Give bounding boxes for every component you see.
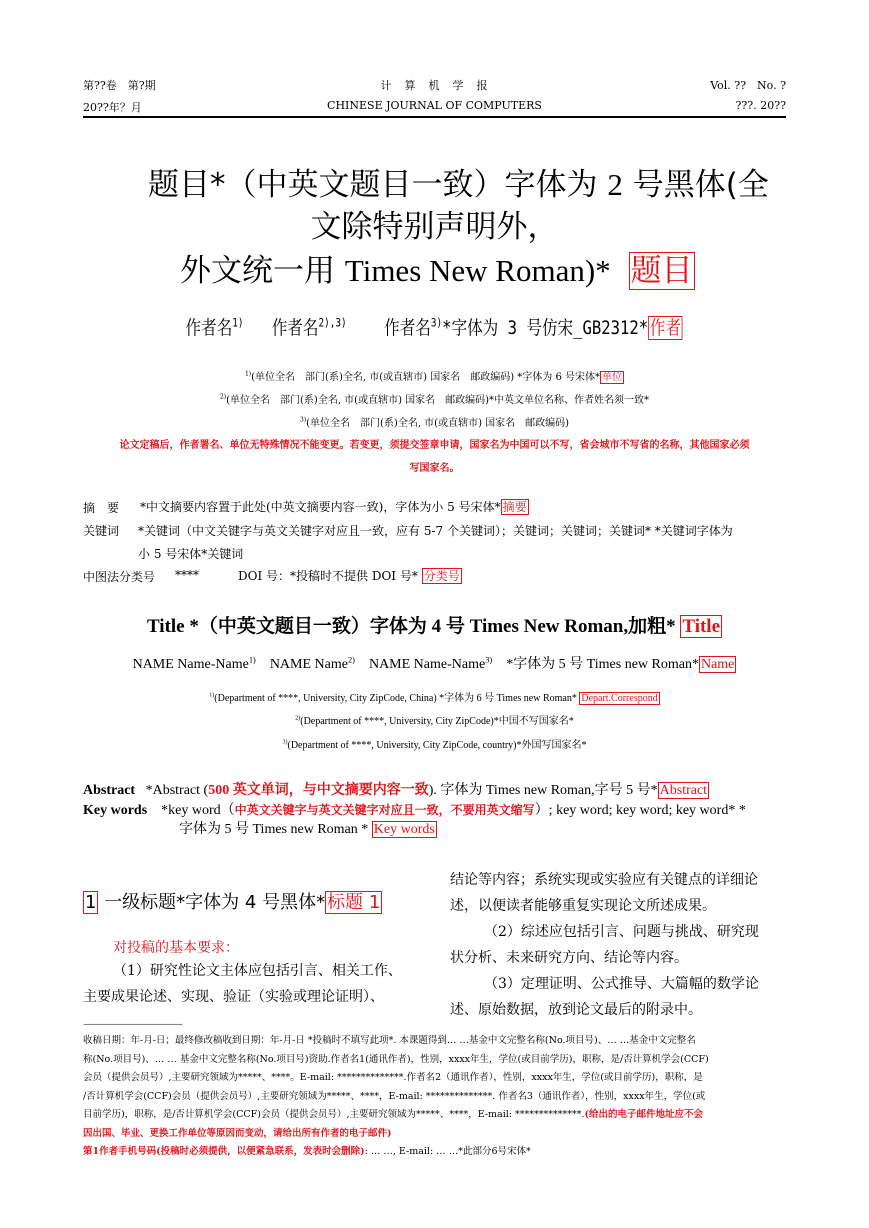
abstract-en: Abstract *Abstract (500 英文单词，与中文摘要内容一致). 字体为 Times new Roman,字号 5 号* Abstract [83, 783, 708, 798]
keywords-cn-text-2: 小 5 号宋体*关键词 [138, 547, 244, 561]
abstract-en-tag: Abstract [659, 783, 708, 798]
aff-en-1: $^{1)}$(Department of ****, University, City ZipCode, China) *字体为 6 号 Times new Roman* Depart.Correspond [209, 692, 658, 704]
author-tag: 作者 [650, 317, 682, 339]
notice-line1: 论文定稿后，作者署名、单位无特殊情况不能变更。若变更，须提交签章申请，国家名为中国可以不写，省会城市不写省的名称，其他国家必须 [119, 440, 750, 451]
footnote: 收稿日期：年-月-日；最终修改稿收到日期：年-月-日 *投稿时不填写此项*. 本课题得到… …基金中文完整名称(No.项目号)、… …基金中文完整名 称(No.项目号)、… … 基金中文完整名称(No.项目号)资助.作者名1(通讯作者)，性别，xxxx年生，学位(或目前学历)，职称，是/否计算机学会(CCF) 会员（提供会员号）,主要研究领域为*****、****。E-mail: **************.作者名2（通讯作者），性别，xxxx年生，学位(或目前学历)，职称，是 /否计算机学会(CCF)会员（提供会员号）,主要研究领域为*****、****，E-mail: **************. 作者名3（通讯作者），性别，xxxx年生，学位(或 目前学历)，职称，是/否计算机学会(CCF)会员（提供会员号）,主要研究领域为*****、****，E-mail: **************.(给出的电子邮件地址应不会 因出国、毕业、更换工作单位等原因而变动，请给出所有作者的电子邮件) 第1作者手机号码(投稿时必须提供，以便紧急联系，发表时会删除): … …, E-mail: … …*此部分6号宋体* [83, 1035, 709, 1157]
notice-line2: 写国家名。 [409, 463, 460, 474]
author-line: 作者名$^{1)}$ 作者名$^{2),3)}$ 作者名$^{3)}$*字体为 3 号仿宋_GB2312*作者 [185, 315, 682, 339]
section-1-tag: 标题 1 [327, 892, 381, 913]
classification-label: 中图法分类号 [83, 570, 156, 584]
classification-value: **** [175, 568, 199, 582]
header-journal-cn: 计 算 机 学 报 [380, 79, 489, 92]
page-title-line1: 题目*（中英文题目一致）字体为 2 号黑体(全 [148, 167, 769, 203]
aff-en-3: $^{3)}$(Department of ****, University, City ZipCode, country)*外国写国家名* [282, 739, 587, 751]
abstract-cn-tag: 摘要 [502, 500, 527, 514]
header-volume: 第??卷 第?期 [83, 79, 156, 92]
header-date-en: ???. 20?? [735, 99, 786, 112]
names-en-tag: Name [700, 657, 735, 672]
section-1-heading: 1 一级标题*字体为 4 号黑体* 标题 1 [85, 892, 381, 913]
classification-tag: 分类号 [423, 569, 460, 583]
keywords-en-tag: Key words [373, 822, 435, 837]
submission-requirements: 对投稿的基本要求： [113, 940, 239, 956]
header-journal-en: CHINESE JOURNAL OF COMPUTERS [327, 99, 542, 112]
aff-en-2: $^{2)}$(Department of ****, University, City ZipCode)*中国不写国家名* [295, 715, 574, 727]
header-date-cn: 20??年？月 [83, 101, 142, 114]
doi-line: DOI 号：*投稿时不提供 DOI 号* 分类号 [238, 569, 460, 583]
para-left-1: （1）研究性论文主体应包括引言、相关工作、 主要成果论述、实现、验证（实验或理论证明）、 [83, 963, 402, 1005]
header-rule [83, 116, 786, 118]
aff-en-tag: Depart.Correspond [581, 693, 658, 704]
page-title-line2: 文除特别声明外， [310, 209, 559, 245]
page-title-line3: 外文统一用 Times New Roman)* 题目 [180, 253, 693, 289]
affiliation-1: $^{1)}$(单位全名 部门(系)全名, 市(或直辖市) 国家名 邮政编码) *字体为 6 号宋体* 单位 [244, 370, 622, 383]
keywords-en-label: Key words [83, 803, 148, 818]
para-right: 结论等内容；系统实现或实验应有关键点的详细论 述，以便读者能够重复实现论文所述成果。 （2）综述应包括引言、问题与挑战、研究现 状分析、未来研究方向、结论等内容。 （3）定理证明、公式推导、大篇幅的数学论 述、原始数据，放到论文最后的附录中。 [450, 872, 759, 1018]
header-vol-en: Vol. ?? No. ? [710, 79, 786, 92]
abstract-cn-text: *中文摘要内容置于此处(中英文摘要内容一致)，字体为小 5 号宋体* 摘要 [140, 500, 527, 514]
affiliation-2: $^{2)}$(单位全名 部门(系)全名, 市(或直辖市) 国家名 邮政编码)*中英文单位名称、作者姓名须一致* [219, 393, 650, 406]
footnote-separator: ——————————— [83, 1019, 182, 1030]
abstract-en-label: Abstract [83, 783, 136, 798]
title-en-tag: Title [682, 616, 721, 637]
keywords-cn-label: 关键词 [83, 524, 120, 538]
keywords-cn-text-1: *关键词（中文关键字与英文关键字对应且一致，应有 5-7 个关键词）；关键词；关键词；关键词* *关键词字体为 [138, 524, 733, 538]
affiliation-3: $^{3)}$(单位全名 部门(系)全名, 市(或直辖市) 国家名 邮政编码) [299, 416, 570, 429]
keywords-en: Key words *key word（中英文关键字与英文关键字对应且一致，不要用英文缩写）; key word; key word; key word* * [83, 803, 746, 818]
names-en: NAME Name-Name$^{1)}$ NAME Name$^{2)}$ NAME Name-Name$^{3)}$ *字体为 5 号 Times new Roman* Name [132, 655, 735, 672]
keywords-en-line2: 字体为 5 号 Times new Roman * Key words [179, 822, 435, 837]
title-en: Title *（中英文题目一致）字体为 4 号 Times New Roman,加粗* Title [146, 616, 721, 637]
abstract-cn-label: 摘 要 [83, 501, 120, 515]
title-tag: 题目 [630, 253, 693, 289]
affiliation-tag: 单位 [602, 372, 622, 383]
